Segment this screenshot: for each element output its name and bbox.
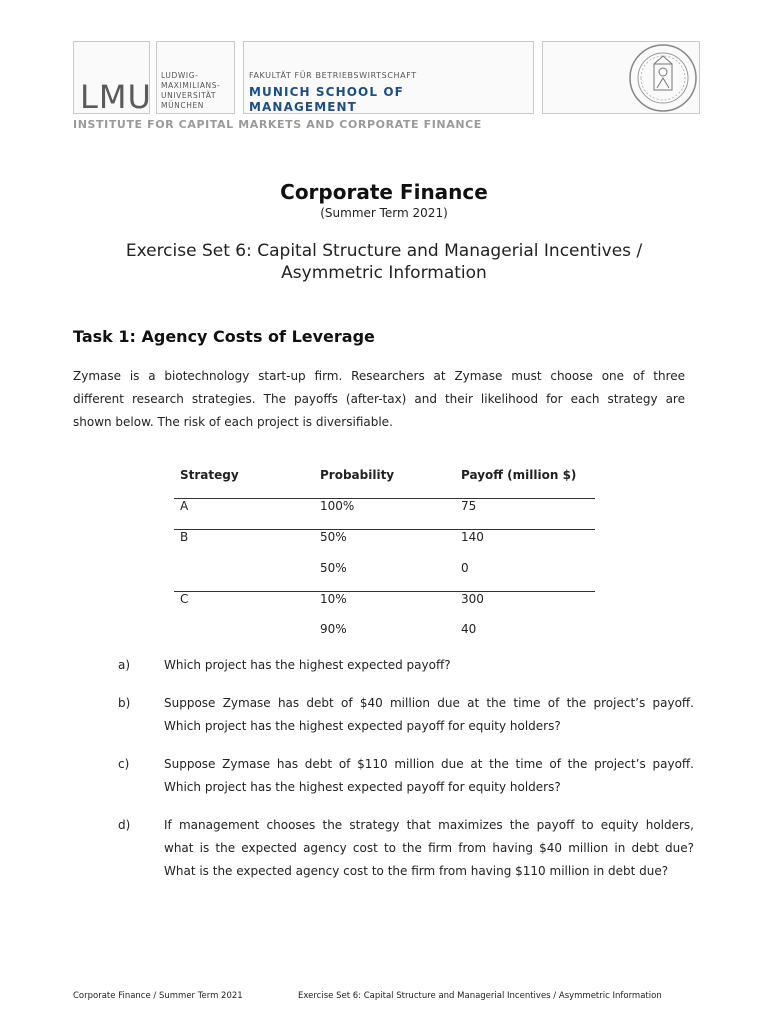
seal-box <box>542 41 700 114</box>
question-line: what is the expected agency cost to the firm from having $40 million in debt due? <box>164 841 694 855</box>
question-line: Which project has the highest expected payoff? <box>164 658 451 672</box>
table-cell: A <box>180 499 189 513</box>
table-cell: 40 <box>461 622 477 636</box>
question-a <box>164 654 694 677</box>
table-cell: 75 <box>461 499 477 513</box>
table-header-strategy: Strategy <box>180 468 239 482</box>
table-cell: 140 <box>461 530 484 544</box>
university-name: LUDWIG- MAXIMILIANS- UNIVERSITÄT MÜNCHEN <box>161 71 221 110</box>
school-name-line1: MUNICH SCHOOL OF <box>249 85 404 99</box>
table-header-row <box>174 462 595 499</box>
school-name-box <box>243 41 534 114</box>
question-c <box>164 753 694 799</box>
question-b <box>164 692 694 738</box>
question-label-d: d) <box>118 818 131 832</box>
university-seal-icon <box>627 42 699 114</box>
exercise-title-line2: Asymmetric Information <box>281 263 487 283</box>
intro-paragraph <box>73 365 685 434</box>
intro-line: Zymase is a biotechnology start-up firm. Researchers at Zymase must choose one of three <box>73 369 685 383</box>
table-header-probability: Probability <box>320 468 395 482</box>
school-name-line2: MANAGEMENT <box>249 100 357 114</box>
table-divider <box>174 591 595 592</box>
faculty-name: FAKULTÄT FÜR BETRIEBSWIRTSCHAFT <box>249 71 417 80</box>
document-title: Corporate Finance <box>280 180 488 204</box>
table-cell: C <box>180 592 189 606</box>
question-label-b: b) <box>118 696 131 710</box>
intro-line: different research strategies. The payoffs (after-tax) and their likelihood for each strategy are <box>73 392 685 406</box>
table-cell: 0 <box>461 561 469 575</box>
table-cell: 300 <box>461 592 484 606</box>
lmu-logo: LMU <box>80 78 152 116</box>
question-line: If management chooses the strategy that maximizes the payoff to equity holders, <box>164 818 694 832</box>
intro-line: shown below. The risk of each project is diversifiable. <box>73 415 393 429</box>
question-label-a: a) <box>118 658 131 672</box>
table-cell: B <box>180 530 189 544</box>
question-line: Which project has the highest expected payoff for equity holders? <box>164 780 561 794</box>
table-cell: 10% <box>320 592 347 606</box>
footer-left: Corporate Finance / Summer Term 2021 <box>73 991 243 1001</box>
exercise-title <box>0 240 768 284</box>
institute-name: INSTITUTE FOR CAPITAL MARKETS AND CORPORATE FINANCE <box>73 118 482 131</box>
footer-right: Exercise Set 6: Capital Structure and Managerial Incentives / Asymmetric Information <box>298 991 662 1001</box>
table-cell: 100% <box>320 499 355 513</box>
document-subtitle: (Summer Term 2021) <box>320 206 448 220</box>
question-d <box>164 814 694 883</box>
table-cell: 90% <box>320 622 347 636</box>
table-cell: 50% <box>320 561 347 575</box>
task-heading: Task 1: Agency Costs of Leverage <box>73 327 375 346</box>
table-divider <box>174 529 595 530</box>
question-line: Suppose Zymase has debt of $110 million due at the time of the project’s payoff. <box>164 757 694 771</box>
exercise-title-line1: Exercise Set 6: Capital Structure and Managerial Incentives / <box>125 241 643 261</box>
university-name-box <box>156 41 235 114</box>
question-line: What is the expected agency cost to the firm from having $110 million in debt due? <box>164 864 669 878</box>
question-label-c: c) <box>118 757 130 771</box>
table-header-payoff: Payoff (million $) <box>461 468 577 482</box>
question-line: Suppose Zymase has debt of $40 million due at the time of the project’s payoff. <box>164 696 694 710</box>
question-line: Which project has the highest expected payoff for equity holders? <box>164 719 561 733</box>
lmu-logo-box <box>73 41 150 114</box>
table-cell: 50% <box>320 530 347 544</box>
